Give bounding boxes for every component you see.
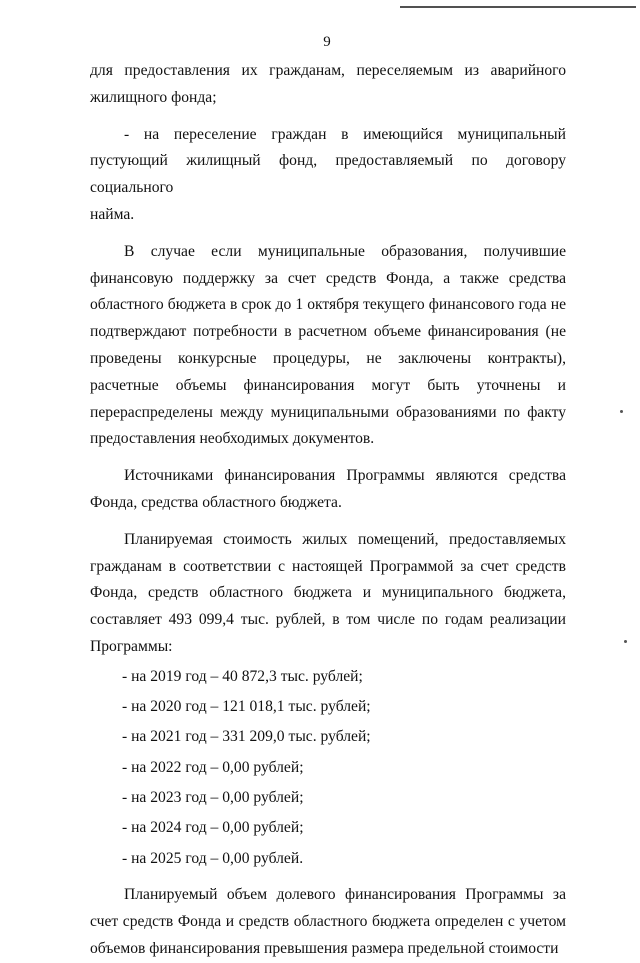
year-list-item: - на 2019 год – 40 872,3 тыс. рублей;: [122, 667, 363, 685]
scan-speck: [620, 410, 623, 413]
year-list-item: - на 2025 год – 0,00 рублей.: [122, 849, 304, 867]
scan-top-edge: [400, 6, 636, 8]
paragraph-line: найма.: [90, 205, 135, 223]
paragraph: В случае если муниципальные образования, получившие финансовую поддержку за счет средств Фонда, а также средства областного бюджета в срок до 1 октября текущего финансового года не подтверждают потребности в расчетном объеме финансирования (не проведены конкурсные процедуры, не заключены контракты), расчетные объемы финансирования могут быть уточнены и перераспределены между муниципальными образованиями по факту предоставления необходимых документов.: [90, 242, 566, 448]
year-list: [90, 664, 566, 873]
year-list-item: - на 2021 год – 331 209,0 тыс. рублей;: [122, 728, 371, 746]
paragraph-line: пустующий жилищный фонд, предоставляемый по договору социального: [90, 152, 566, 197]
year-list-item: - на 2022 год – 0,00 рублей;: [122, 758, 304, 776]
scan-speck: [624, 640, 627, 643]
paragraph: Планируемая стоимость жилых помещений, предоставляемых гражданам в соответствии с настоящей Программой за счет средств Фонда, средств областного бюджета и муниципального бюджета, составляет 493 099,4 тыс. рублей, в том числе по годам реализации Программы:: [90, 530, 566, 655]
paragraph: Планируемый объем долевого финансирования Программы за счет средств Фонда и средств областного бюджета определен с учетом объемов финансирования превышения размера предельной стоимости: [90, 886, 566, 957]
paragraph: Источниками финансирования Программы являются средства Фонда, средства областного бюджета.: [90, 467, 566, 511]
year-list-item: - на 2020 год – 121 018,1 тыс. рублей;: [122, 698, 371, 716]
paragraph-line: жилищного фонда;: [90, 88, 217, 106]
document-body: [90, 58, 566, 963]
paragraph-line: для предоставления их гражданам, переселяемым из аварийного: [90, 62, 566, 79]
paragraph-line: - на переселение граждан в имеющийся муниципальный: [124, 125, 566, 143]
year-list-item: - на 2024 год – 0,00 рублей;: [122, 819, 304, 837]
page-number: 9: [323, 34, 331, 50]
year-list-item: - на 2023 год – 0,00 рублей;: [122, 788, 304, 806]
